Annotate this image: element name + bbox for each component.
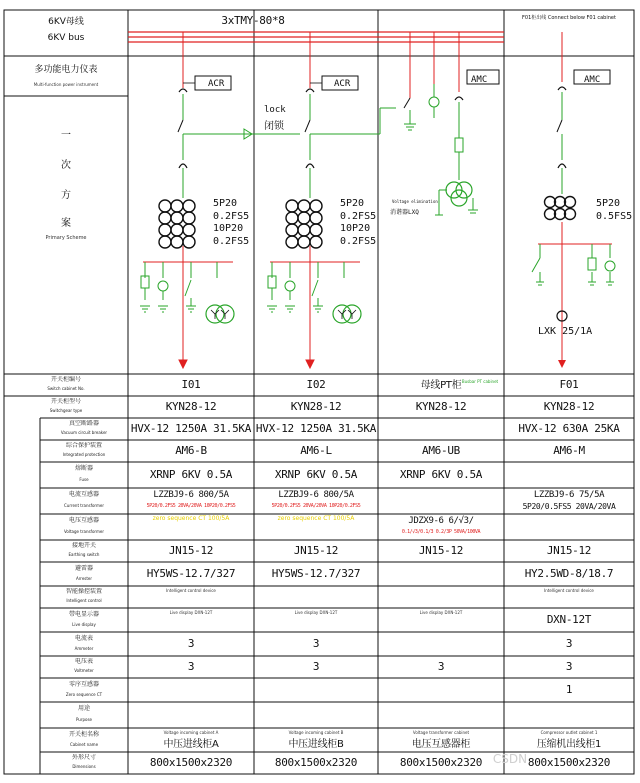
cell-value: 中压进线柜B	[288, 738, 344, 750]
cell-value: AM6-M	[553, 443, 585, 457]
row-label-cn: 零序互感器	[68, 680, 99, 688]
star-symbol	[221, 310, 229, 319]
live-indicator	[158, 281, 168, 291]
cell-value	[378, 586, 504, 608]
meter-label-1: ACR	[208, 79, 225, 89]
busbar	[128, 32, 504, 42]
cell-value: 800x1500x2320	[149, 755, 233, 769]
row-label-en: Fuse	[79, 477, 89, 483]
cell-value: HVX-12 630A 25KA	[518, 421, 620, 435]
cell-value: XRNP 6KV 0.5A	[149, 467, 233, 481]
row-label-en: Intelligent control	[66, 598, 102, 604]
cell-value: 母线PT柜	[420, 379, 462, 391]
cell-value: 3	[187, 636, 195, 650]
plug-upper	[558, 87, 566, 90]
cell-note: Intelligent control device	[544, 587, 594, 593]
ct-spec-line: 0.2FS5	[213, 210, 250, 222]
cell-value	[504, 514, 634, 540]
bus-title-en: 6KV bus	[47, 33, 85, 44]
lock-label-cn: 闭锁	[264, 121, 284, 132]
scheme-cn-4: 案	[61, 217, 71, 229]
meter-label-4: AMC	[584, 75, 601, 85]
lxk-label: LXK 25/1A	[538, 326, 593, 337]
cell-value	[254, 523, 378, 540]
breaker-blade	[557, 120, 562, 132]
ct-coil	[171, 236, 183, 248]
ct-coil	[183, 200, 195, 212]
ct-coil	[310, 236, 322, 248]
cell-value	[378, 616, 504, 632]
ct-spec-line: 10P20	[213, 223, 244, 234]
cell-note: zero sequence CT 100/5A	[152, 515, 230, 523]
plug-lower	[306, 164, 314, 168]
cell-value: KYN28-12	[415, 399, 467, 413]
earth-switch	[532, 258, 540, 272]
cell-value: 3	[565, 659, 573, 673]
ct-coil	[286, 236, 298, 248]
cable-arrow	[558, 360, 566, 368]
lock-label-en: lock	[264, 105, 286, 115]
cell-value: KYN28-12	[543, 399, 595, 413]
ct-coil	[159, 200, 171, 212]
cell-value	[378, 702, 504, 728]
cell-subnote: Busbar PT cabinet	[461, 378, 499, 384]
incoming-note: F01柜出线 Connect below F01 cabinet	[522, 15, 616, 22]
cell-value	[378, 678, 504, 702]
row-label-cn: 电压表	[74, 658, 93, 666]
cell-value	[378, 632, 504, 656]
cell-value: HY5WS-12.7/327	[271, 566, 361, 580]
meter-title-cn: 多功能电力仪表	[34, 65, 98, 76]
ct-coil	[310, 224, 322, 236]
ct-spec-line: 5P20	[340, 198, 365, 209]
ct-coil	[183, 236, 195, 248]
row-label-cn: 电流表	[74, 634, 93, 642]
row-label-en: Purpose	[75, 717, 93, 723]
plug-lower	[179, 164, 187, 168]
ct-coil	[159, 212, 171, 224]
cell-value: 1	[565, 682, 573, 696]
star-symbol	[211, 310, 219, 319]
cell-value: JN15-12	[418, 543, 464, 557]
cell-value-secondary: 5P20/0.2FS5 20VA/20VA 10P20/0.2FS5	[146, 503, 236, 510]
scheme-cn-3: 方	[61, 189, 71, 201]
cell-value: 3	[312, 659, 320, 673]
cell-value: HVX-12 1250A 31.5KA	[255, 421, 377, 435]
ct-coil	[159, 224, 171, 236]
cell-value: AM6-UB	[422, 443, 460, 457]
ct-coil	[159, 236, 171, 248]
ct-coil	[298, 236, 310, 248]
cell-value	[378, 418, 504, 440]
cell-value: 压缩机出线柜1	[536, 738, 602, 750]
row-label-en: Live display	[72, 621, 96, 627]
star-symbol	[338, 310, 346, 319]
earth-switch	[312, 280, 318, 296]
scheme-cn-1: 一	[61, 129, 71, 141]
cell-note: Live display DXN-12T	[294, 610, 338, 615]
cell-value: F01	[559, 377, 579, 391]
breaker-blade	[305, 120, 310, 132]
cell-value: KYN28-12	[290, 399, 342, 413]
row-label-en: Earthing switch	[68, 552, 100, 558]
cell-value-secondary: 5P20/0.2FS5 20VA/20VA 10P20/0.2FS5	[271, 503, 361, 510]
row-label-cn: 带电显示器	[68, 610, 99, 618]
cell-note: Voltage transformer cabinet	[412, 730, 470, 735]
busbar-spec: 3xTMY-80*8	[221, 13, 285, 27]
cell-note: zero sequence CT 100/5A	[277, 515, 355, 523]
cell-value	[254, 586, 378, 608]
disconnect-blade	[404, 98, 410, 108]
cell-value: AM6-L	[300, 443, 332, 457]
live-indicator	[429, 97, 439, 107]
cell-note: Voltage incoming cabinet B	[288, 730, 344, 735]
row-label-cn: 熔断器	[74, 465, 93, 473]
pt-fuse	[455, 138, 463, 152]
row-label-cn: 避雷器	[74, 564, 93, 572]
row-label-cn: 开关柜型号	[50, 398, 81, 406]
cell-value-secondary: 5P20/0.5FS5 20VA/20VA	[522, 501, 616, 511]
row-label-cn: 电压互感器	[68, 517, 99, 525]
row-label-en: Dimensions	[72, 764, 96, 770]
ct-coil	[310, 212, 322, 224]
ct-coil	[183, 212, 195, 224]
cell-value	[128, 523, 254, 540]
plug-upper	[455, 97, 463, 100]
ct-coil	[298, 200, 310, 212]
bus-title-cn: 6KV母线	[48, 17, 84, 28]
ct-spec-col2	[340, 198, 376, 248]
cell-value	[254, 616, 378, 632]
row-label-en: Cabinet name	[69, 741, 99, 747]
row-label-cn: 综合保护装置	[65, 442, 102, 450]
ct-spec-line: 0.2FS5	[213, 235, 250, 247]
cell-value	[254, 678, 378, 702]
cell-value: HY2.5WD-8/18.7	[524, 566, 614, 580]
cell-value: 800x1500x2320	[399, 755, 483, 769]
ct-coil	[171, 212, 183, 224]
ct-coil	[310, 200, 322, 212]
arrester	[588, 258, 596, 270]
cable-arrow	[179, 360, 187, 368]
cell-value: JN15-12	[293, 543, 339, 557]
ct-spec-line: 0.5FS5	[596, 210, 633, 222]
meter-title-en: Multi-function power instrument	[33, 81, 99, 87]
cell-value: HVX-12 1250A 31.5KA	[130, 421, 252, 435]
row-label-en: Vacuum circuit breaker	[60, 430, 108, 436]
breaker-blade	[178, 120, 183, 132]
star-symbol	[348, 310, 356, 319]
cell-value: JN15-12	[546, 543, 592, 557]
cell-value: KYN28-12	[165, 399, 217, 413]
row-label-en: Voltage transformer	[64, 529, 104, 535]
cell-value: 3	[437, 659, 445, 673]
ct-spec-line: 5P20	[213, 198, 238, 209]
ct-coil	[286, 212, 298, 224]
ct-spec-col4	[596, 198, 632, 223]
cell-value: 电压互感器柜	[411, 738, 471, 750]
cell-note: Compressor outlet cabinet 1	[540, 730, 598, 735]
cell-value: XRNP 6KV 0.5A	[274, 467, 358, 481]
ct-coil	[298, 212, 310, 224]
cell-note: Voltage incoming cabinet A	[163, 730, 219, 735]
row-label-en: Zero sequence CT	[65, 691, 103, 697]
row-label-en: Ammeter	[74, 645, 94, 651]
cell-value: 800x1500x2320	[527, 755, 611, 769]
row-label-cn: 外形尺寸	[71, 754, 96, 762]
cell-value	[378, 562, 504, 586]
live-indicator	[285, 281, 295, 291]
cell-value: 3	[312, 636, 320, 650]
cell-value: 800x1500x2320	[274, 755, 358, 769]
scheme-cn-2: 次	[61, 159, 71, 171]
ct-spec-line: 0.2FS5	[340, 210, 377, 222]
cell-value: HY5WS-12.7/327	[146, 566, 236, 580]
cell-note: Live display DXN-12T	[169, 610, 213, 615]
cell-value	[128, 678, 254, 702]
ct-coil	[183, 224, 195, 236]
row-label-en: Switch cabinet No.	[47, 386, 85, 392]
row-label-cn: 电流互感器	[68, 491, 99, 499]
ct-spec-line: 5P20	[596, 198, 621, 209]
row-label-cn: 开关柜名称	[68, 730, 99, 738]
ct-coil	[286, 200, 298, 212]
ct-spec-col1	[213, 198, 249, 248]
cell-value: 3	[187, 659, 195, 673]
live-indicator	[605, 261, 615, 271]
cell-value: XRNP 6KV 0.5A	[399, 467, 483, 481]
cell-value	[254, 702, 378, 728]
ct-spec-line: 10P20	[340, 223, 371, 234]
cell-note: Intelligent control device	[166, 587, 216, 593]
row-label-cn: 智能操控装置	[65, 588, 102, 596]
meter-label-3: AMC	[471, 75, 488, 85]
row-label-cn: 真空断路器	[68, 420, 99, 428]
row-label-en: Arrester	[75, 575, 93, 581]
row-label-cn: 用途	[77, 705, 90, 713]
scheme-title-en: Primary Scheme	[45, 235, 87, 242]
cell-value: JDZX9-6 6/√3/	[408, 515, 474, 526]
ct-coil	[286, 224, 298, 236]
cell-value: LZZBJ9-6 800/5A	[153, 489, 229, 500]
plug-upper	[179, 89, 187, 92]
row-label-cn: 开关柜编号	[50, 376, 81, 384]
cell-value	[128, 594, 254, 608]
cell-value	[504, 702, 634, 728]
cell-value	[378, 488, 504, 514]
row-label-cn: 接地开关	[71, 542, 96, 550]
ct-spec-line: 0.2FS5	[340, 235, 377, 247]
cell-value: 3	[565, 636, 573, 650]
meter-label-2: ACR	[334, 79, 351, 89]
ct-coil	[298, 224, 310, 236]
cell-value: I02	[306, 377, 326, 391]
cell-value: JN15-12	[168, 543, 214, 557]
ct-coil	[171, 200, 183, 212]
cell-value	[128, 616, 254, 632]
cell-note: Live display DXN-12T	[419, 610, 463, 615]
pt-note-cn: 消谐器LXQ	[390, 209, 419, 216]
cell-value: DXN-12T	[546, 612, 592, 626]
watermark: CSDN	[492, 752, 528, 767]
pt-note-en: Voltage elimination	[392, 199, 438, 204]
cell-value: 中压进线柜A	[163, 738, 219, 750]
plug-upper	[306, 89, 314, 92]
cell-value: LZZBJ9-6 800/5A	[278, 489, 354, 500]
row-label-en: Voltmeter	[74, 668, 94, 674]
row-label-en: Switchgear type	[49, 408, 83, 414]
cell-value	[128, 702, 254, 728]
cell-value: AM6-B	[175, 443, 207, 457]
earth-switch	[185, 280, 191, 296]
cell-value: I01	[181, 377, 201, 391]
ct-coil	[171, 224, 183, 236]
row-label-en: Integrated protection	[62, 452, 106, 458]
plug-lower	[558, 164, 566, 168]
cell-value	[504, 594, 634, 608]
cable-arrow	[306, 360, 314, 368]
cell-value	[504, 462, 634, 488]
cell-value-secondary: 0.1/√3/0.1/3 0.2/3P 50VA/100VA	[401, 529, 481, 536]
cell-value: LZZBJ9-6 75/5A	[533, 489, 605, 500]
row-label-en: Current transformer	[63, 503, 104, 509]
